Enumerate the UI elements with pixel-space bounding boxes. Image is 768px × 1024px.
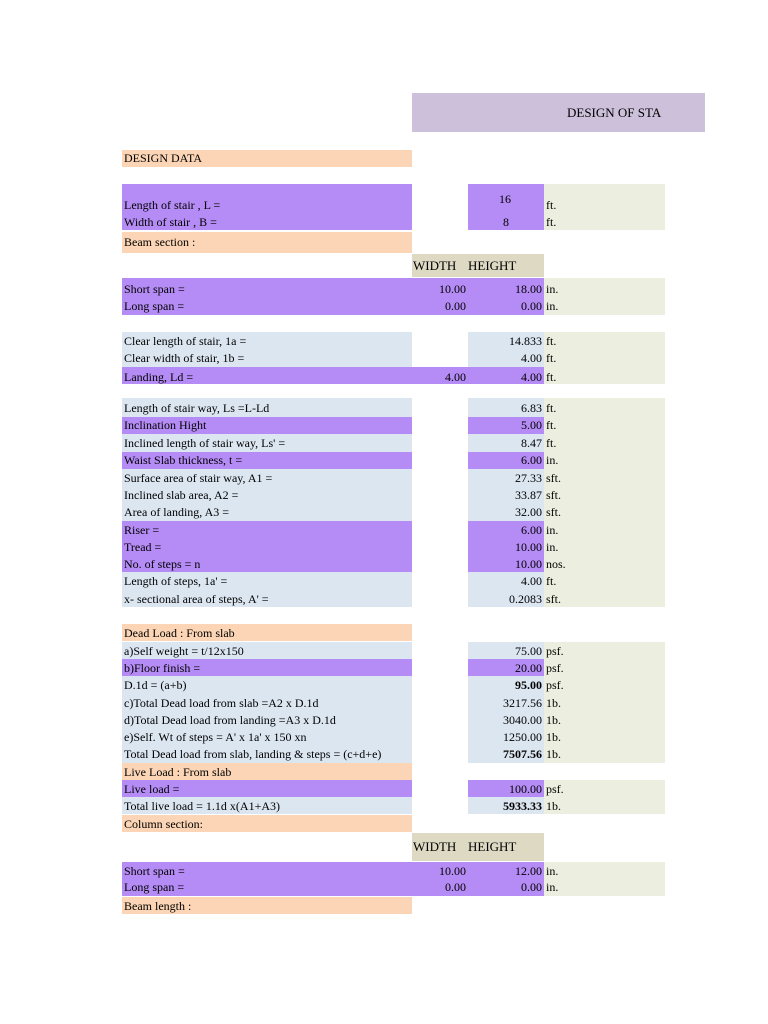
column-span-unit-bg [544,862,665,896]
column-section-label: Column section: [124,817,203,831]
row-value: 5.00 [521,418,542,432]
row-unit: in. [546,523,559,537]
row-value: 6.00 [521,523,542,537]
row-unit: in. [546,282,559,296]
width-value: 10.00 [439,282,466,296]
design-data-label: DESIGN DATA [124,151,203,165]
row-unit: ft. [546,198,557,212]
height-value: 18.00 [515,282,542,296]
row-value: 100.00 [509,782,542,796]
height-value: 0.00 [521,880,542,894]
row-unit: sft. [546,505,561,519]
row-value: 5933.33 [503,799,542,813]
row-label: Tread = [124,540,162,554]
row-label: Surface area of stair way, A1 = [124,471,273,485]
row-unit: psf. [546,678,564,692]
row-label: Length of steps, 1a' = [124,574,228,588]
width-header: WIDTH [413,839,457,854]
row-unit: in. [546,864,559,878]
row-unit: ft. [546,370,557,384]
height-value: 0.00 [521,299,542,313]
live-load-header-label: Live Load : From slab [124,765,232,779]
row-label: Live load = [124,782,180,796]
row-unit: in. [546,880,559,894]
row-unit: sft. [546,471,561,485]
row-label: No. of steps = n [124,557,201,571]
row-value: 3217.56 [503,696,542,710]
beam-length-label: Beam length : [124,899,192,913]
beam-span-unit-bg [544,278,665,315]
height-value: 12.00 [515,864,542,878]
row-unit: sft. [546,488,561,502]
row-unit: ft. [546,574,557,588]
row-value: 4.00 [521,370,542,384]
page-title: DESIGN OF STA [567,105,662,120]
row-label: Inclined length of stair way, Ls' = [124,436,286,450]
row-value: 4.00 [521,351,542,365]
row-unit: in. [546,453,559,467]
row-label: Length of stair , L = [124,198,221,212]
row-label: Long span = [124,299,185,313]
row-label: b)Floor finish = [124,661,201,675]
width-value: 4.00 [445,370,466,384]
row-label: Long span = [124,880,185,894]
beam-section-label: Beam section : [124,235,196,249]
row-label: Short span = [124,864,185,878]
row-label: Short span = [124,282,185,296]
row-value: 14.833 [509,334,542,348]
row-unit: psf. [546,782,564,796]
width-value: 0.00 [445,299,466,313]
row-unit: ft. [546,334,557,348]
row-value: 8.47 [521,436,542,450]
dead-load-label: Dead Load : From slab [124,626,235,640]
row-label: Inclined slab area, A2 = [124,488,239,502]
row-value: 8 [503,215,509,229]
row-unit: psf. [546,644,564,658]
row-label: Waist Slab thickness, t = [124,453,243,467]
row-label: Total Dead load from slab, landing & steps = (c+d+e) [124,747,382,761]
row-value: 4.00 [521,574,542,588]
row-unit: 1b. [546,713,561,727]
height-header: HEIGHT [468,839,517,854]
row-value: 1250.00 [503,730,542,744]
row-unit: nos. [546,557,566,571]
row-unit: in. [546,540,559,554]
row-value: 27.33 [515,471,542,485]
row-label: Clear length of stair, 1a = [124,334,247,348]
row-label: d)Total Dead load from landing =A3 x D.1d [124,713,336,727]
row-unit: 1b. [546,747,561,761]
row-label: Total live load = 1.1d x(A1+A3) [124,799,280,813]
width-value: 0.00 [445,880,466,894]
row-value: 10.00 [515,557,542,571]
row-unit: ft. [546,418,557,432]
row-label: e)Self. Wt of steps = A' x 1a' x 150 xn [124,730,307,744]
row-value: 7507.56 [503,747,542,761]
row-value: 32.00 [515,505,542,519]
row-unit: ft. [546,351,557,365]
row-label: Width of stair , B = [124,215,217,229]
width-header: WIDTH [413,258,457,273]
width-value: 10.00 [439,864,466,878]
row-unit: sft. [546,592,561,606]
row-value: 33.87 [515,488,542,502]
row-unit: in. [546,299,559,313]
row-value: 16 [499,192,511,206]
row-value: 6.83 [521,401,542,415]
row-value: 0.2083 [509,592,542,606]
row-value: 95.00 [515,678,542,692]
row-label: Landing, Ld = [124,370,194,384]
row-unit: 1b. [546,730,561,744]
row-label: c)Total Dead load from slab =A2 x D.1d [124,696,319,710]
row-value: 20.00 [515,661,542,675]
row-value: 3040.00 [503,713,542,727]
stair-dims-unit-bg [544,184,665,230]
row-value: 10.00 [515,540,542,554]
row-label: a)Self weight = t/12x150 [124,644,244,658]
row-label: D.1d = (a+b) [124,678,187,692]
row-label: Riser = [124,523,160,537]
stairway-unit-bg [544,398,665,607]
row-unit: ft. [546,401,557,415]
row-unit: psf. [546,661,564,675]
clear-dims-unit-bg [544,332,665,384]
row-value: 75.00 [515,644,542,658]
row-label: Area of landing, A3 = [124,505,230,519]
row-label: Length of stair way, Ls =L-Ld [124,401,270,415]
row-unit: 1b. [546,799,561,813]
height-header: HEIGHT [468,258,517,273]
row-label: x- sectional area of steps, A' = [124,592,269,606]
row-value: 6.00 [521,453,542,467]
row-unit: ft. [546,436,557,450]
row-unit: ft. [546,215,557,229]
row-label: Inclination Hight [124,418,207,432]
row-unit: 1b. [546,696,561,710]
row-label: Clear width of stair, 1b = [124,351,245,365]
